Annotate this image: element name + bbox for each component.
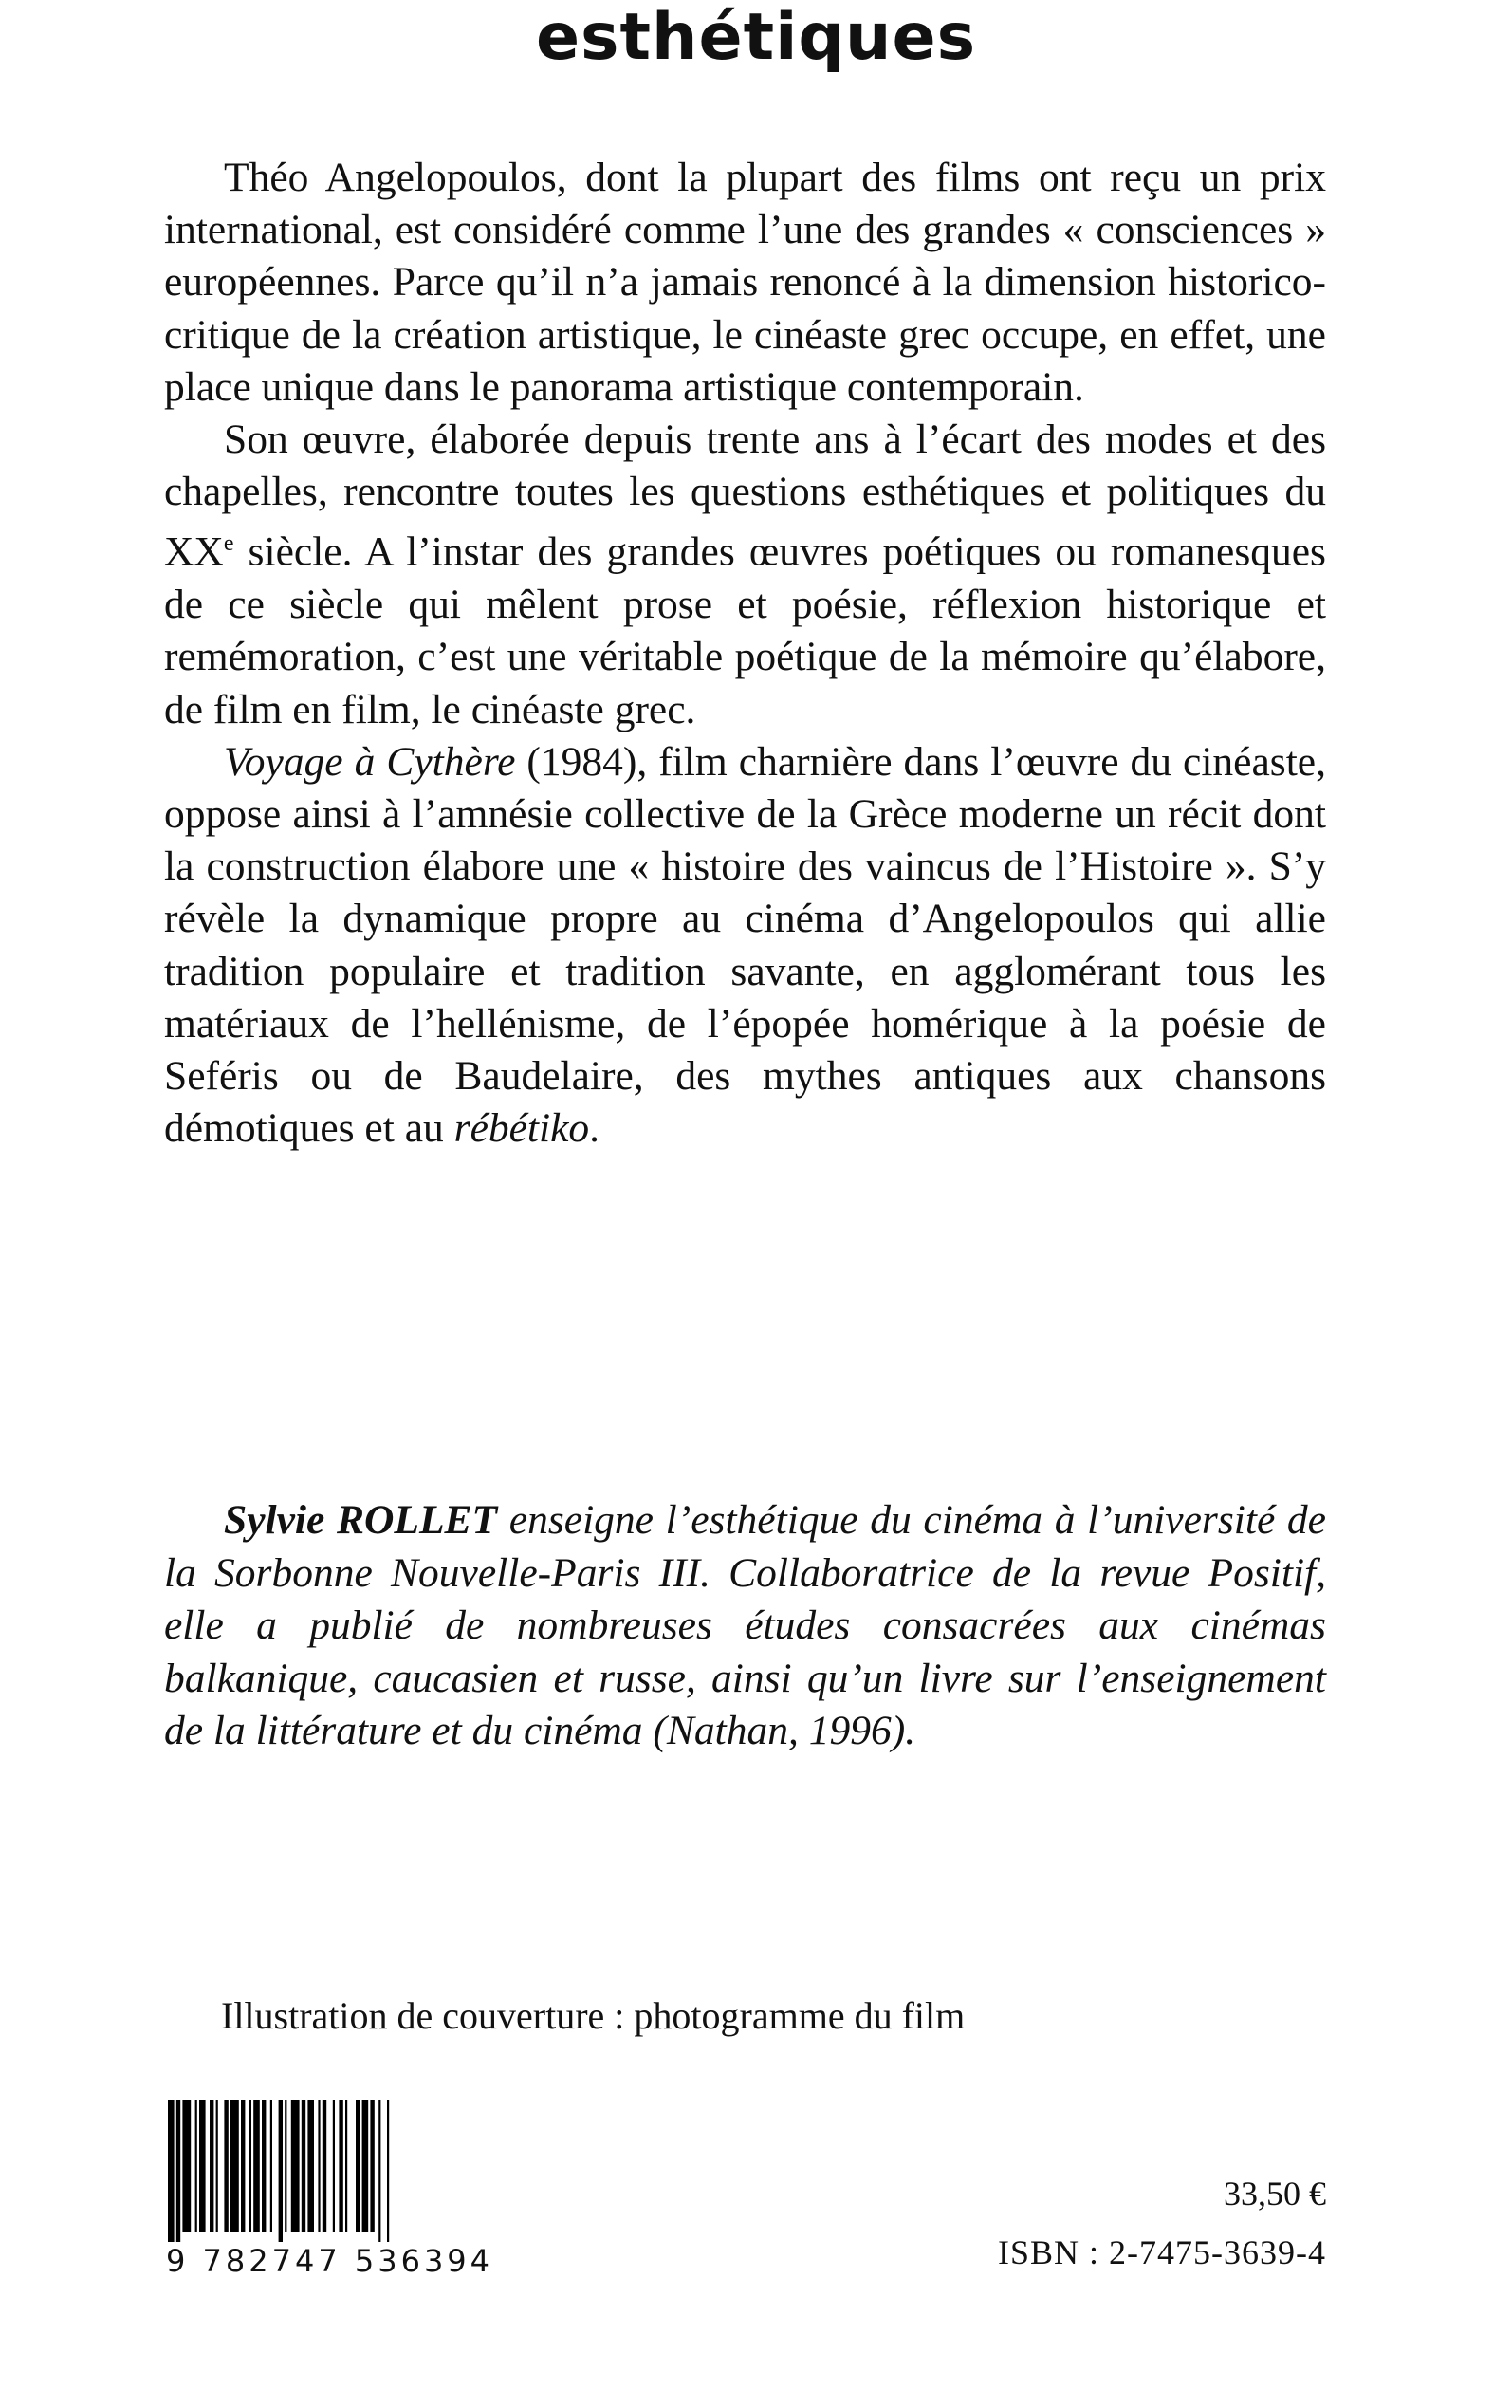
music-genre: rébétiko	[453, 1105, 590, 1152]
price: 33,50 €	[1224, 2175, 1326, 2213]
barcode-bar	[230, 2100, 239, 2232]
barcode-bar	[168, 2100, 175, 2242]
barcode-bar	[339, 2100, 342, 2232]
page-title: esthétiques	[535, 0, 977, 75]
barcode-bar	[241, 2100, 245, 2232]
illustration-credit: Illustration de couverture : photogramme du film	[221, 1994, 966, 2037]
barcode-bar	[253, 2100, 260, 2232]
barcode-bar	[182, 2100, 191, 2232]
summary-text: .	[589, 1105, 600, 1152]
barcode-bar	[279, 2100, 283, 2242]
barcode-bar	[378, 2100, 380, 2242]
barcode-bar	[356, 2100, 360, 2232]
back-cover-summary	[164, 152, 1326, 1155]
summary-paragraph-1	[164, 152, 1326, 414]
barcode-bar	[345, 2100, 347, 2232]
barcode-bar	[249, 2100, 251, 2232]
summary-text: siècle. A l’instar des grandes œuvres poétiques ou romanesques de ce siècle qui mêlent prose et poésie, réflexion historique et remémoration, c’est une véritable poétique de la mémoire qu’élabore, de film en film, le cinéaste grec.	[164, 528, 1326, 732]
barcode-bar	[216, 2100, 218, 2232]
barcode-bar	[270, 2100, 272, 2232]
barcode	[166, 2100, 545, 2242]
author-bio	[164, 1494, 1326, 1758]
summary-text: Théo Angelopoulos, dont la plupart des films ont reçu un prix international, est considéré comme l’une des grandes « consciences » européennes. Parce qu’il n’a jamais renoncé à la dimension historico-critique de la création artistique, le cinéaste grec occupe, en effet, une place unique dans le panorama artistique contemporain.	[164, 155, 1326, 410]
barcode-digits: 9 782747 536394	[166, 2243, 494, 2279]
author-name: Sylvie ROLLET	[224, 1497, 498, 1543]
barcode-bar	[199, 2100, 206, 2232]
film-title: Voyage à Cythère	[224, 738, 516, 785]
barcode-bar	[176, 2100, 180, 2242]
bio-paragraph	[164, 1494, 1326, 1758]
barcode-bar	[323, 2100, 326, 2232]
barcode-bar	[370, 2100, 374, 2232]
barcode-bar	[285, 2100, 286, 2232]
barcode-bar	[224, 2100, 228, 2232]
superscript: e	[223, 531, 234, 557]
barcode-bar	[291, 2100, 300, 2232]
barcode-bar	[318, 2100, 320, 2232]
barcode-bar	[195, 2100, 197, 2232]
summary-paragraph-2	[164, 414, 1326, 736]
barcode-bar	[307, 2100, 314, 2232]
barcode-bar	[210, 2100, 213, 2232]
summary-text: (1984), film charnière dans l’œuvre du cinéaste, oppose ainsi à l’amnésie collective de la Grèce moderne un récit dont la construction élabore une « histoire des vaincus de l’Histoire ». S’y révèle la dynamique propre au cinéma d’Angelopoulos qui allie tradition populaire et tradition savante, en agglomérant tous les matériaux de l’hellénisme, de l’épopée homérique à la poésie de Seféris ou de Baudelaire, des mythes antiques aux chansons démotiques et au	[164, 738, 1326, 1152]
barcode-bar	[387, 2100, 389, 2242]
bio-text: enseigne l’esthétique du cinéma à l’université de la Sorbonne Nouvelle-Paris III. Collaboratrice de la revue Positif, elle a publié de nombreuses études consacrées aux cinémas balkanique, caucasien et russe, ainsi qu’un livre sur l’enseignement de la littérature et du cinéma (Nathan, 1996).	[164, 1497, 1326, 1754]
barcode-bar	[262, 2100, 266, 2232]
barcode-bar	[362, 2100, 369, 2232]
summary-text: Son œuvre, élaborée depuis trente ans à l’écart des modes et des chapelles, rencontre toutes les questions esthétiques et politiques du XX	[164, 417, 1326, 575]
summary-paragraph-3	[164, 736, 1326, 1156]
isbn: ISBN : 2-7475-3639-4	[998, 2233, 1326, 2271]
barcode-bar	[302, 2100, 305, 2232]
barcode-bar	[333, 2100, 335, 2232]
